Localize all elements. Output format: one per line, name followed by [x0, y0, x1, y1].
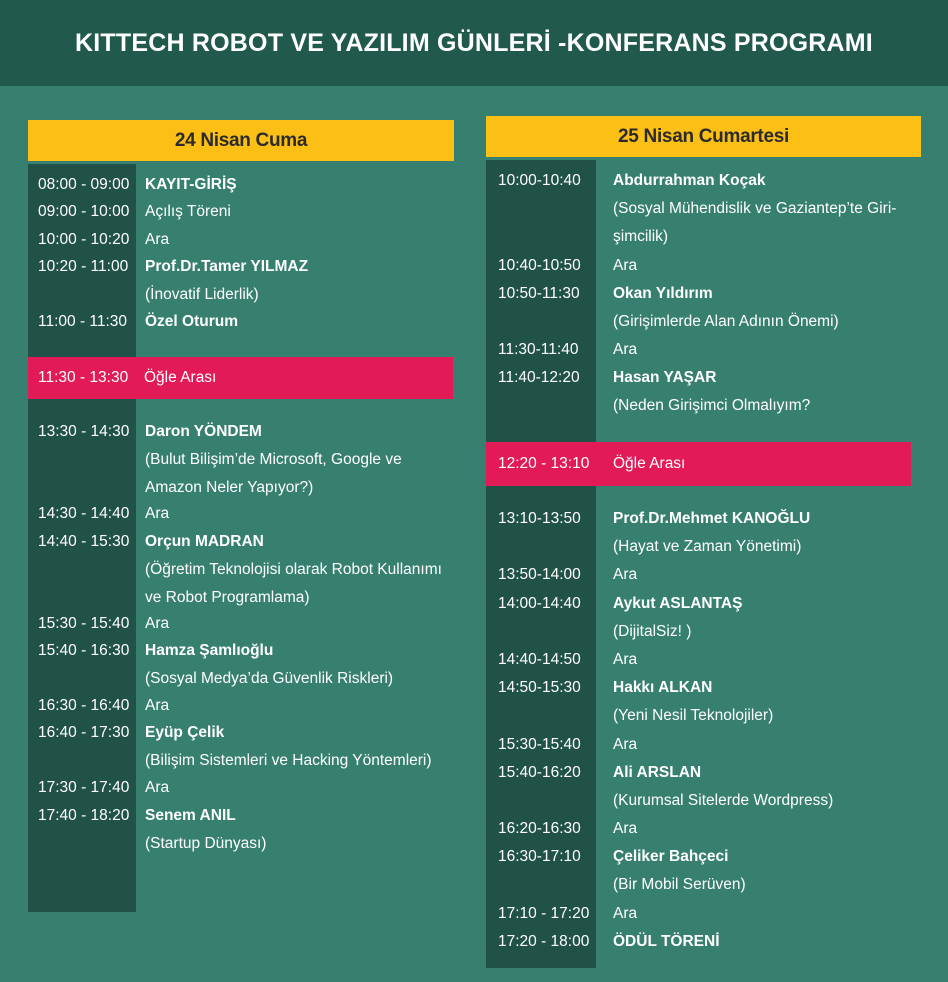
session-details	[613, 252, 637, 280]
session-time: 17:10 - 17:20	[498, 904, 590, 922]
session-subtitle: (Öğretim Teknolojisi olarak Robot Kullanımı	[145, 560, 442, 578]
session-details	[145, 637, 393, 693]
session-row	[38, 802, 266, 858]
session-row	[38, 253, 308, 309]
day1-lunch-break	[28, 357, 453, 399]
session-title: Ara	[145, 230, 170, 248]
session-time: 16:30-17:10	[498, 848, 581, 866]
session-row	[38, 610, 169, 638]
session-title: Çeliker Bahçeci	[613, 848, 729, 866]
session-time: 13:50-14:00	[498, 566, 581, 584]
session-title: KAYIT-GİRİŞ	[145, 176, 237, 193]
session-row	[498, 252, 637, 280]
session-details	[145, 226, 169, 254]
session-row	[498, 759, 833, 815]
session-title: Hasan YAŞAR	[613, 369, 717, 387]
session-time: 15:40 - 16:30	[38, 642, 130, 660]
session-time: 14:30 - 14:40	[38, 505, 130, 523]
day1-banner	[28, 120, 454, 161]
day2-break-time: 12:20 - 13:10	[498, 455, 590, 472]
session-time: 08:00 - 09:00	[38, 176, 130, 193]
session-title: Ara	[145, 697, 170, 714]
day2-break-label: Öğle Arası	[613, 455, 686, 472]
session-time: 10:00-10:40	[498, 172, 581, 189]
session-details	[613, 759, 833, 815]
session-time: 10:20 - 11:00	[38, 258, 129, 276]
session-details	[145, 308, 238, 336]
session-row	[498, 900, 637, 928]
session-details	[613, 336, 637, 364]
session-time: 11:00 - 11:30	[38, 313, 128, 330]
session-subtitle: (Neden Girişimci Olmalıyım?	[613, 397, 811, 415]
session-subtitle: (Yeni Nesil Teknolojiler)	[613, 707, 774, 725]
session-details	[145, 500, 169, 528]
day2-lunch-break	[486, 442, 911, 486]
session-subtitle: (DijitalSiz! )	[613, 622, 692, 640]
session-details	[613, 505, 810, 561]
session-row	[498, 731, 637, 759]
session-subtitle: (Kurumsal Sitelerde Wordpress)	[613, 791, 834, 809]
session-row	[498, 280, 839, 336]
session-details	[613, 674, 773, 730]
day1-break-time: 11:30 - 13:30	[38, 369, 129, 386]
session-time: 17:30 - 17:40	[38, 779, 130, 797]
session-time: 15:30 - 15:40	[38, 614, 130, 632]
session-details	[145, 418, 402, 502]
session-details	[613, 843, 746, 899]
page-title: KITTECH ROBOT VE YAZILIM GÜNLERİ -KONFERANS PROGRAMI	[75, 28, 873, 57]
session-row	[38, 774, 169, 802]
session-details	[145, 774, 169, 802]
day2-banner	[486, 116, 921, 157]
session-details	[613, 167, 896, 251]
session-row	[38, 198, 231, 226]
session-subtitle: ve Robot Programlama)	[145, 588, 310, 606]
session-row	[498, 590, 742, 646]
session-title: Ara	[145, 779, 170, 797]
session-subtitle: (Girişimlerde Alan Adının Önemi)	[613, 312, 839, 330]
session-title: ÖDÜL TÖRENİ	[613, 933, 720, 950]
session-title: Ali ARSLAN	[613, 763, 702, 781]
session-row	[38, 692, 169, 720]
session-details	[613, 646, 637, 674]
session-title: Ara	[145, 505, 170, 523]
session-time: 11:40-12:20	[498, 369, 580, 387]
session-time: 14:50-15:30	[498, 679, 581, 697]
session-subtitle: (Bir Mobil Serüven)	[613, 876, 746, 894]
session-row	[38, 637, 393, 693]
session-details	[145, 528, 442, 612]
session-subtitle: (Bulut Bilişim’de Microsoft, Google ve	[145, 451, 402, 468]
day2-label: 25 Nisan Cumartesi	[618, 125, 789, 147]
session-title: Ara	[613, 904, 638, 922]
session-details	[613, 928, 720, 956]
session-row	[498, 674, 773, 730]
session-title: Senem ANIL	[145, 806, 236, 824]
session-details	[613, 280, 839, 336]
session-time: 10:40-10:50	[498, 256, 581, 274]
session-row	[498, 364, 810, 420]
session-details	[145, 802, 266, 858]
session-row	[498, 843, 746, 899]
session-subtitle: (Hayat ve Zaman Yönetimi)	[613, 538, 802, 555]
session-row	[38, 500, 169, 528]
session-row	[38, 308, 238, 336]
session-row	[498, 928, 720, 956]
session-title: Okan Yıldırım	[613, 284, 713, 302]
session-row	[498, 336, 637, 364]
session-title: Özel Oturum	[145, 313, 239, 330]
session-details	[613, 561, 637, 589]
session-details	[145, 253, 308, 309]
session-subtitle: (Sosyal Mühendislik ve Gaziantep’te Giri-	[613, 200, 897, 217]
session-title: Ara	[613, 566, 638, 584]
session-row	[38, 418, 402, 502]
session-row	[498, 815, 637, 843]
session-title: Ara	[613, 820, 638, 838]
session-subtitle: (İnovatif Liderlik)	[145, 286, 259, 304]
session-title: Eyüp Çelik	[145, 724, 225, 742]
session-details	[613, 364, 810, 420]
session-title: Hamza Şamlıoğlu	[145, 642, 274, 660]
session-row	[498, 505, 810, 561]
session-time: 09:00 - 10:00	[38, 203, 130, 221]
session-time: 16:40 - 17:30	[38, 724, 130, 742]
session-time: 17:20 - 18:00	[498, 933, 590, 950]
session-time: 14:00-14:40	[498, 594, 581, 612]
session-subtitle: (Startup Dünyası)	[145, 834, 267, 852]
session-time: 13:30 - 14:30	[38, 423, 130, 440]
day1-break-label: Öğle Arası	[144, 369, 217, 386]
session-title: Prof.Dr.Tamer YILMAZ	[145, 258, 309, 276]
session-title: Ara	[613, 735, 638, 753]
session-row	[38, 171, 237, 199]
session-time: 16:20-16:30	[498, 820, 581, 838]
session-time: 16:30 - 16:40	[38, 697, 130, 714]
session-subtitle: (Sosyal Medya’da Güvenlik Riskleri)	[145, 670, 394, 688]
session-time: 11:30-11:40	[498, 341, 579, 359]
session-details	[613, 590, 742, 646]
session-time: 14:40-14:50	[498, 651, 581, 668]
session-title: Aykut ASLANTAŞ	[613, 594, 743, 612]
session-row	[498, 167, 896, 251]
session-time: 10:50-11:30	[498, 284, 580, 302]
session-title: Ara	[613, 651, 638, 668]
session-title: Hakkı ALKAN	[613, 679, 713, 697]
session-details	[145, 692, 169, 720]
session-details	[145, 198, 231, 226]
session-row	[38, 719, 432, 775]
session-details	[145, 719, 432, 775]
session-details	[145, 610, 169, 638]
session-title: Daron YÖNDEM	[145, 423, 262, 440]
session-details	[145, 171, 237, 199]
session-time: 10:00 - 10:20	[38, 230, 130, 248]
session-time: 15:40-16:20	[498, 763, 581, 781]
page-header	[0, 0, 948, 86]
session-row	[498, 646, 637, 674]
session-row	[498, 561, 637, 589]
session-title: Ara	[613, 256, 638, 274]
session-details	[613, 731, 637, 759]
session-details	[613, 815, 637, 843]
session-title: Ara	[613, 341, 638, 359]
session-title: Abdurrahman Koçak	[613, 172, 766, 189]
session-row	[38, 528, 442, 612]
session-time: 17:40 - 18:20	[38, 806, 130, 824]
session-title: Prof.Dr.Mehmet KANOĞLU	[613, 510, 811, 527]
session-title: Ara	[145, 614, 170, 632]
session-title: Açılış Töreni	[145, 203, 231, 221]
session-row	[38, 226, 169, 254]
session-subtitle: Amazon Neler Yapıyor?)	[145, 479, 314, 496]
session-time: 13:10-13:50	[498, 510, 581, 527]
session-time: 15:30-15:40	[498, 735, 581, 753]
session-details	[613, 900, 637, 928]
session-subtitle: şimcilik)	[613, 228, 669, 245]
session-subtitle: (Bilişim Sistemleri ve Hacking Yöntemleri)	[145, 752, 432, 770]
session-title: Orçun MADRAN	[145, 532, 264, 550]
day1-label: 24 Nisan Cuma	[174, 129, 308, 151]
session-time: 14:40 - 15:30	[38, 532, 130, 550]
